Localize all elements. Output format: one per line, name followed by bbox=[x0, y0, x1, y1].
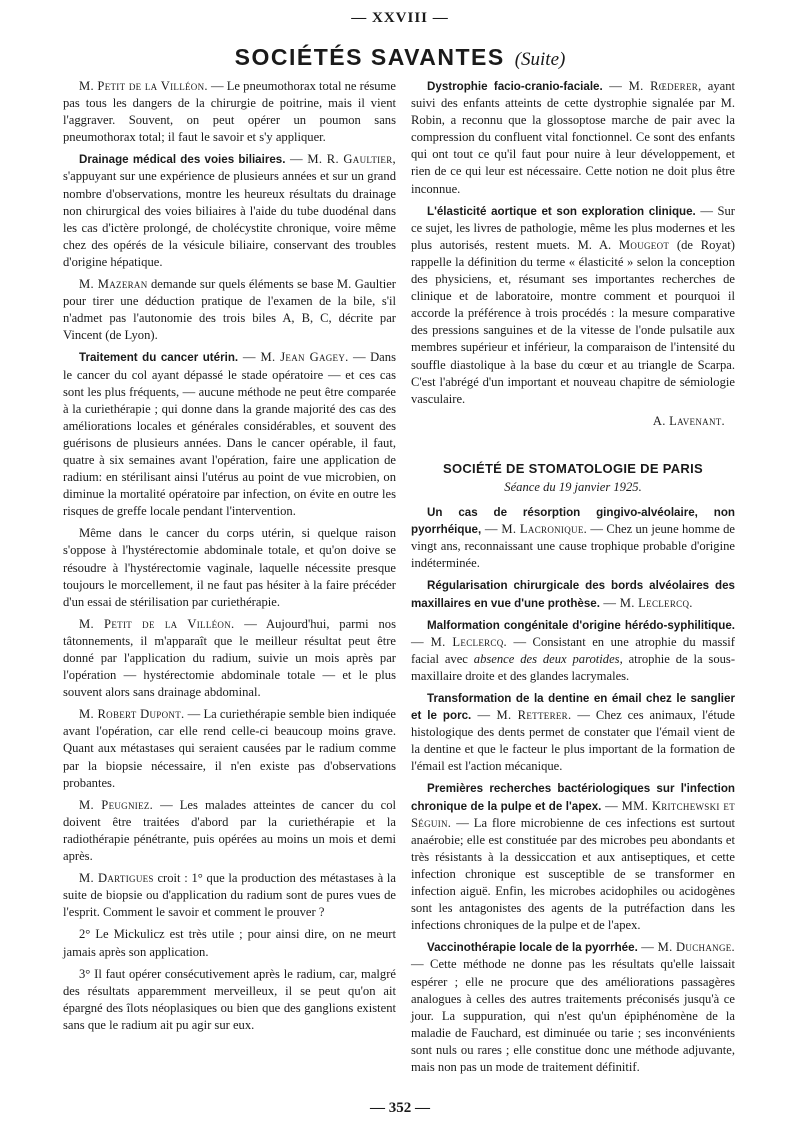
paragraph-text: s'appuyant sur une expérience de plusieurs années et sur un grand nombre d'observations, montre les heureux résultats du drainage non chirurgical des voies biliaires à l'aide du tube duodénal dans les cas d'ictère prolongé, de cholécystite chronique, voire même chez des opérés de la vésicule biliaire, conservant des troubles d'origine hépatique. bbox=[63, 169, 396, 269]
author: — M. Lacronique. bbox=[481, 522, 588, 537]
paragraph-text: — Cette méthode ne donne pas les résultats qu'elle laissait espérer ; elle ne procure que des améliorations passagères analogues à celles des autres traitements préconisés jusqu'à ce jour. La suppuration, qui n'est qu'un épiphénomène de la maladie de Fauchard, est diminuée ou tarie ; ses inconvénients sont nuls ou rares ; elle constitue donc une méthode adjuvante, mais non pas un mode de traitement définitif. bbox=[411, 957, 735, 1074]
paragraph-text: — Consistant en une atrophie du massif facial avec bbox=[411, 634, 735, 666]
paragraph bbox=[411, 690, 735, 775]
paragraph-title: Un cas de résorption gingivo-alvéolaire, non pyorrhéique, bbox=[411, 506, 735, 537]
paragraph bbox=[411, 577, 735, 611]
paragraph bbox=[63, 870, 396, 921]
author: M. Peugniez. bbox=[79, 797, 154, 812]
section-title: SOCIÉTÉ DE STOMATOLOGIE DE PARIS bbox=[442, 460, 703, 476]
paragraph-text: — Chez un jeune homme de vingt ans, reconnaissant une cause trophique probable d'origine indéterminée. bbox=[411, 522, 735, 571]
paragraph bbox=[411, 939, 735, 1076]
title-suite: (Suite) bbox=[514, 49, 566, 70]
section-date: Séance du 19 janvier 1925. bbox=[504, 479, 642, 494]
paragraph-text: — Chez ces animaux, l'étude histologique des dents permet de constater que l'émail vient de la dentine et que le facteur le plus important de la formation de l'émail est l'action mécanique. bbox=[411, 708, 736, 774]
author: — M. Rœderer, bbox=[602, 79, 702, 93]
paragraph bbox=[411, 617, 735, 685]
author: — M. Leclercq. bbox=[411, 634, 507, 649]
author: — M. Leclercq. bbox=[599, 595, 693, 610]
paragraph-title: L'élasticité aortique et son exploration clinique. bbox=[427, 204, 696, 218]
paragraph-title: Drainage médical des voies biliaires. bbox=[79, 153, 286, 167]
paragraph-title: Traitement du cancer utérin. bbox=[79, 351, 239, 365]
paragraph bbox=[411, 203, 735, 408]
paragraph bbox=[411, 780, 735, 934]
paragraph-text: demande sur quels éléments se base M. Gaultier pour tirer une déduction pratique de l'examen de la bile, s'il n'admet pas l'autonomie des trois biles A, B, C, décrite par Vincent (de Lyon). bbox=[63, 277, 396, 343]
paragraph-text: ayant suivi des enfants atteints de cette dystrophie signalée par M. Robin, a reconnu que la glossoptose marche de pair avec la compression du confluent vital fonctionnel. Ce sont des enfants qui ont tout ce qu'il faut pour nuire à leur développement, et rien de ce qui leur est nécessaire. Cette notion ne doit plus être inconnue. bbox=[411, 79, 736, 196]
paragraph bbox=[63, 349, 396, 520]
author: — M. R. Gaultier, bbox=[285, 152, 396, 167]
paragraph-text: — Aujourd'hui, parmi nos tâtonnements, il m'apparaît que le meilleur résultat peut être donné par l'application du radium, suivie un mois après par l'opération — hystérectomie abdominale totale — et le plus souvent alors sans drainage abdominal. bbox=[63, 616, 396, 700]
paragraph-text: atrophie de la sous-maxillaire droite et des glandes lacrymales. bbox=[411, 651, 736, 683]
paragraph-text: — La curiethérapie semble bien indiquée avant l'opération, car elle rend celle-ci beaucoup moins grave. Quant aux métastases qui seraient causées par le radium comme par la biopsie nécessaire, il n'en existe pas d'observations probantes. bbox=[63, 707, 396, 790]
right-column bbox=[411, 78, 735, 1081]
author: M. Dartigues bbox=[79, 871, 154, 886]
paragraph-text: — La flore microbienne de ces infections est surtout anaérobie; elle est constituée par des microbes peu abondants et très résistants à la dessiccation et aux antiseptiques, et cette infection chronique est susceptible de se transformer en infection aiguë. Enfin, les microbes acidophiles ou acidogènes sont les antagonistes des agents de la putréfaction dans les infections chroniques de la pulpe et de l'apex. bbox=[411, 815, 735, 933]
author: M. Mazeran bbox=[79, 277, 148, 292]
author: — MM. Kritchewski et Séguin. bbox=[411, 798, 735, 830]
paragraph bbox=[63, 706, 396, 791]
paragraph-title: Régularisation chirurgicale des bords alvéolaires des maxillaires en vue d'une prothèse. bbox=[411, 579, 735, 610]
author: — M. Retterer. bbox=[471, 708, 572, 723]
paragraph-text: (de Royat) rappelle la définition du terme « élasticité » selon la conception des physiciens, et, résumant ses importantes recherches de clinique et de laboratoire, montre comment et pourquoi il accorde la préférence à trois procédés : la mesure comparative des pressions sanguines et de la vitesse de l'onde pulsatile aux membres supérieur et inférieur, la comparaison de l'intensité du souffle diastolique à la base du cœur et au triangle de Scarpa. C'est l'abrégé d'un important et nouveau chapitre de sémiologie vasculaire. bbox=[411, 237, 735, 406]
paragraph-text: — Les malades atteintes de cancer du col doivent être traitées d'abord par la curiethérapie et la radiothérapie pénétrante, puis opérées au moins un mois et demi après. bbox=[63, 797, 396, 864]
page-roman-numeral: — XXVIII — bbox=[351, 10, 449, 26]
italic-text: absence des deux parotides, bbox=[473, 651, 623, 666]
paragraph bbox=[63, 276, 396, 344]
signature: A. Lavenant. bbox=[652, 413, 725, 428]
left-column bbox=[63, 78, 396, 1039]
author: M. Petit de la Villéon. bbox=[79, 616, 235, 631]
paragraph: 3° Il faut opérer consécutivement après le radium, car, malgré des résultats apparemment merveilleux, il se peut qu'on ait épargné des îlots néoplasiques ou bien que des ganglions existent sans que le radium ait pu agir sur eux. bbox=[63, 966, 396, 1032]
paragraph-title: Transformation de la dentine en émail chez le sanglier et le porc. bbox=[411, 692, 735, 723]
paragraph bbox=[411, 504, 735, 572]
author: M. Petit de la Villéon. bbox=[79, 79, 208, 93]
paragraph-title: Dystrophie facio-cranio-faciale. bbox=[427, 80, 603, 93]
paragraph bbox=[63, 616, 396, 701]
paragraph-text: — Le pneumothorax total ne résume pas tous les dangers de la chirurgie de poitrine, mais il vient l'aggraver. Souvent, on peut opérer un poumon sans pneumothorax total; il faut le savoir et s'y appliquer. bbox=[63, 79, 396, 145]
author: Mougeot bbox=[618, 237, 670, 252]
page-number: — 352 — bbox=[370, 1100, 430, 1116]
author: — M. Duchange. bbox=[637, 940, 735, 955]
title-main: SOCIÉTÉS SAVANTES bbox=[234, 44, 505, 70]
paragraph-text: croit : 1° que la production des métastases à la suite de biopsie ou d'application du radium sont de pures vues de l'esprit. Comment le savoir et comment le prouver ? bbox=[63, 871, 396, 920]
paragraph: Même dans le cancer du corps utérin, si quelque raison s'oppose à l'hystérectomie abdominale totale, et qu'on doive se résoudre à l'hystérectomie vaginale, laquelle nécessite presque toujours le morcellement, il ne faut pas hésiter à la faire précéder d'un essai de stérilisation par curiethérapie. bbox=[63, 526, 396, 609]
paragraph: 2° Le Mickulicz est très utile ; pour ainsi dire, on ne meurt jamais après son application. bbox=[63, 927, 396, 959]
page-title bbox=[0, 44, 800, 71]
paragraph bbox=[63, 78, 396, 146]
paragraph-title: Malformation congénitale d'origine hérédo-syphilitique. bbox=[427, 618, 735, 632]
paragraph-title: Vaccinothérapie locale de la pyorrhée. bbox=[427, 941, 638, 955]
author: — M. Jean Gagey. bbox=[238, 350, 349, 365]
paragraph-text: — Dans le cancer du col ayant dépassé le stade opératoire — et ces cas sont les plus fréquents, — aucune méthode ne peut être comparée à la curiethérapie ; qui donne dans la grande majorité des cas des améliorations locales et générales considérables, et souvent des guérisons de plusieurs années. Dans le cancer opérable, il faut, quatre à six semaines avant l'opération, faire une application de radium: en stérilisant ainsi l'utérus au point de vue microbien, on diminue la mortalité opératoire par infection, on évite en outre les risques de greffe locale pendant l'intervention. bbox=[63, 350, 396, 519]
paragraph bbox=[63, 797, 396, 865]
paragraph-text: — Sur ce sujet, les livres de pathologie, même les plus modernes et les plus autorisés, restent muets. M. A. bbox=[411, 203, 735, 252]
paragraph bbox=[411, 78, 735, 198]
paragraph-title: Premières recherches bactériologiques sur l'infection chronique de la pulpe et de l'apex. bbox=[411, 782, 735, 813]
author: M. Robert Dupont. bbox=[79, 707, 185, 722]
paragraph bbox=[63, 151, 396, 271]
